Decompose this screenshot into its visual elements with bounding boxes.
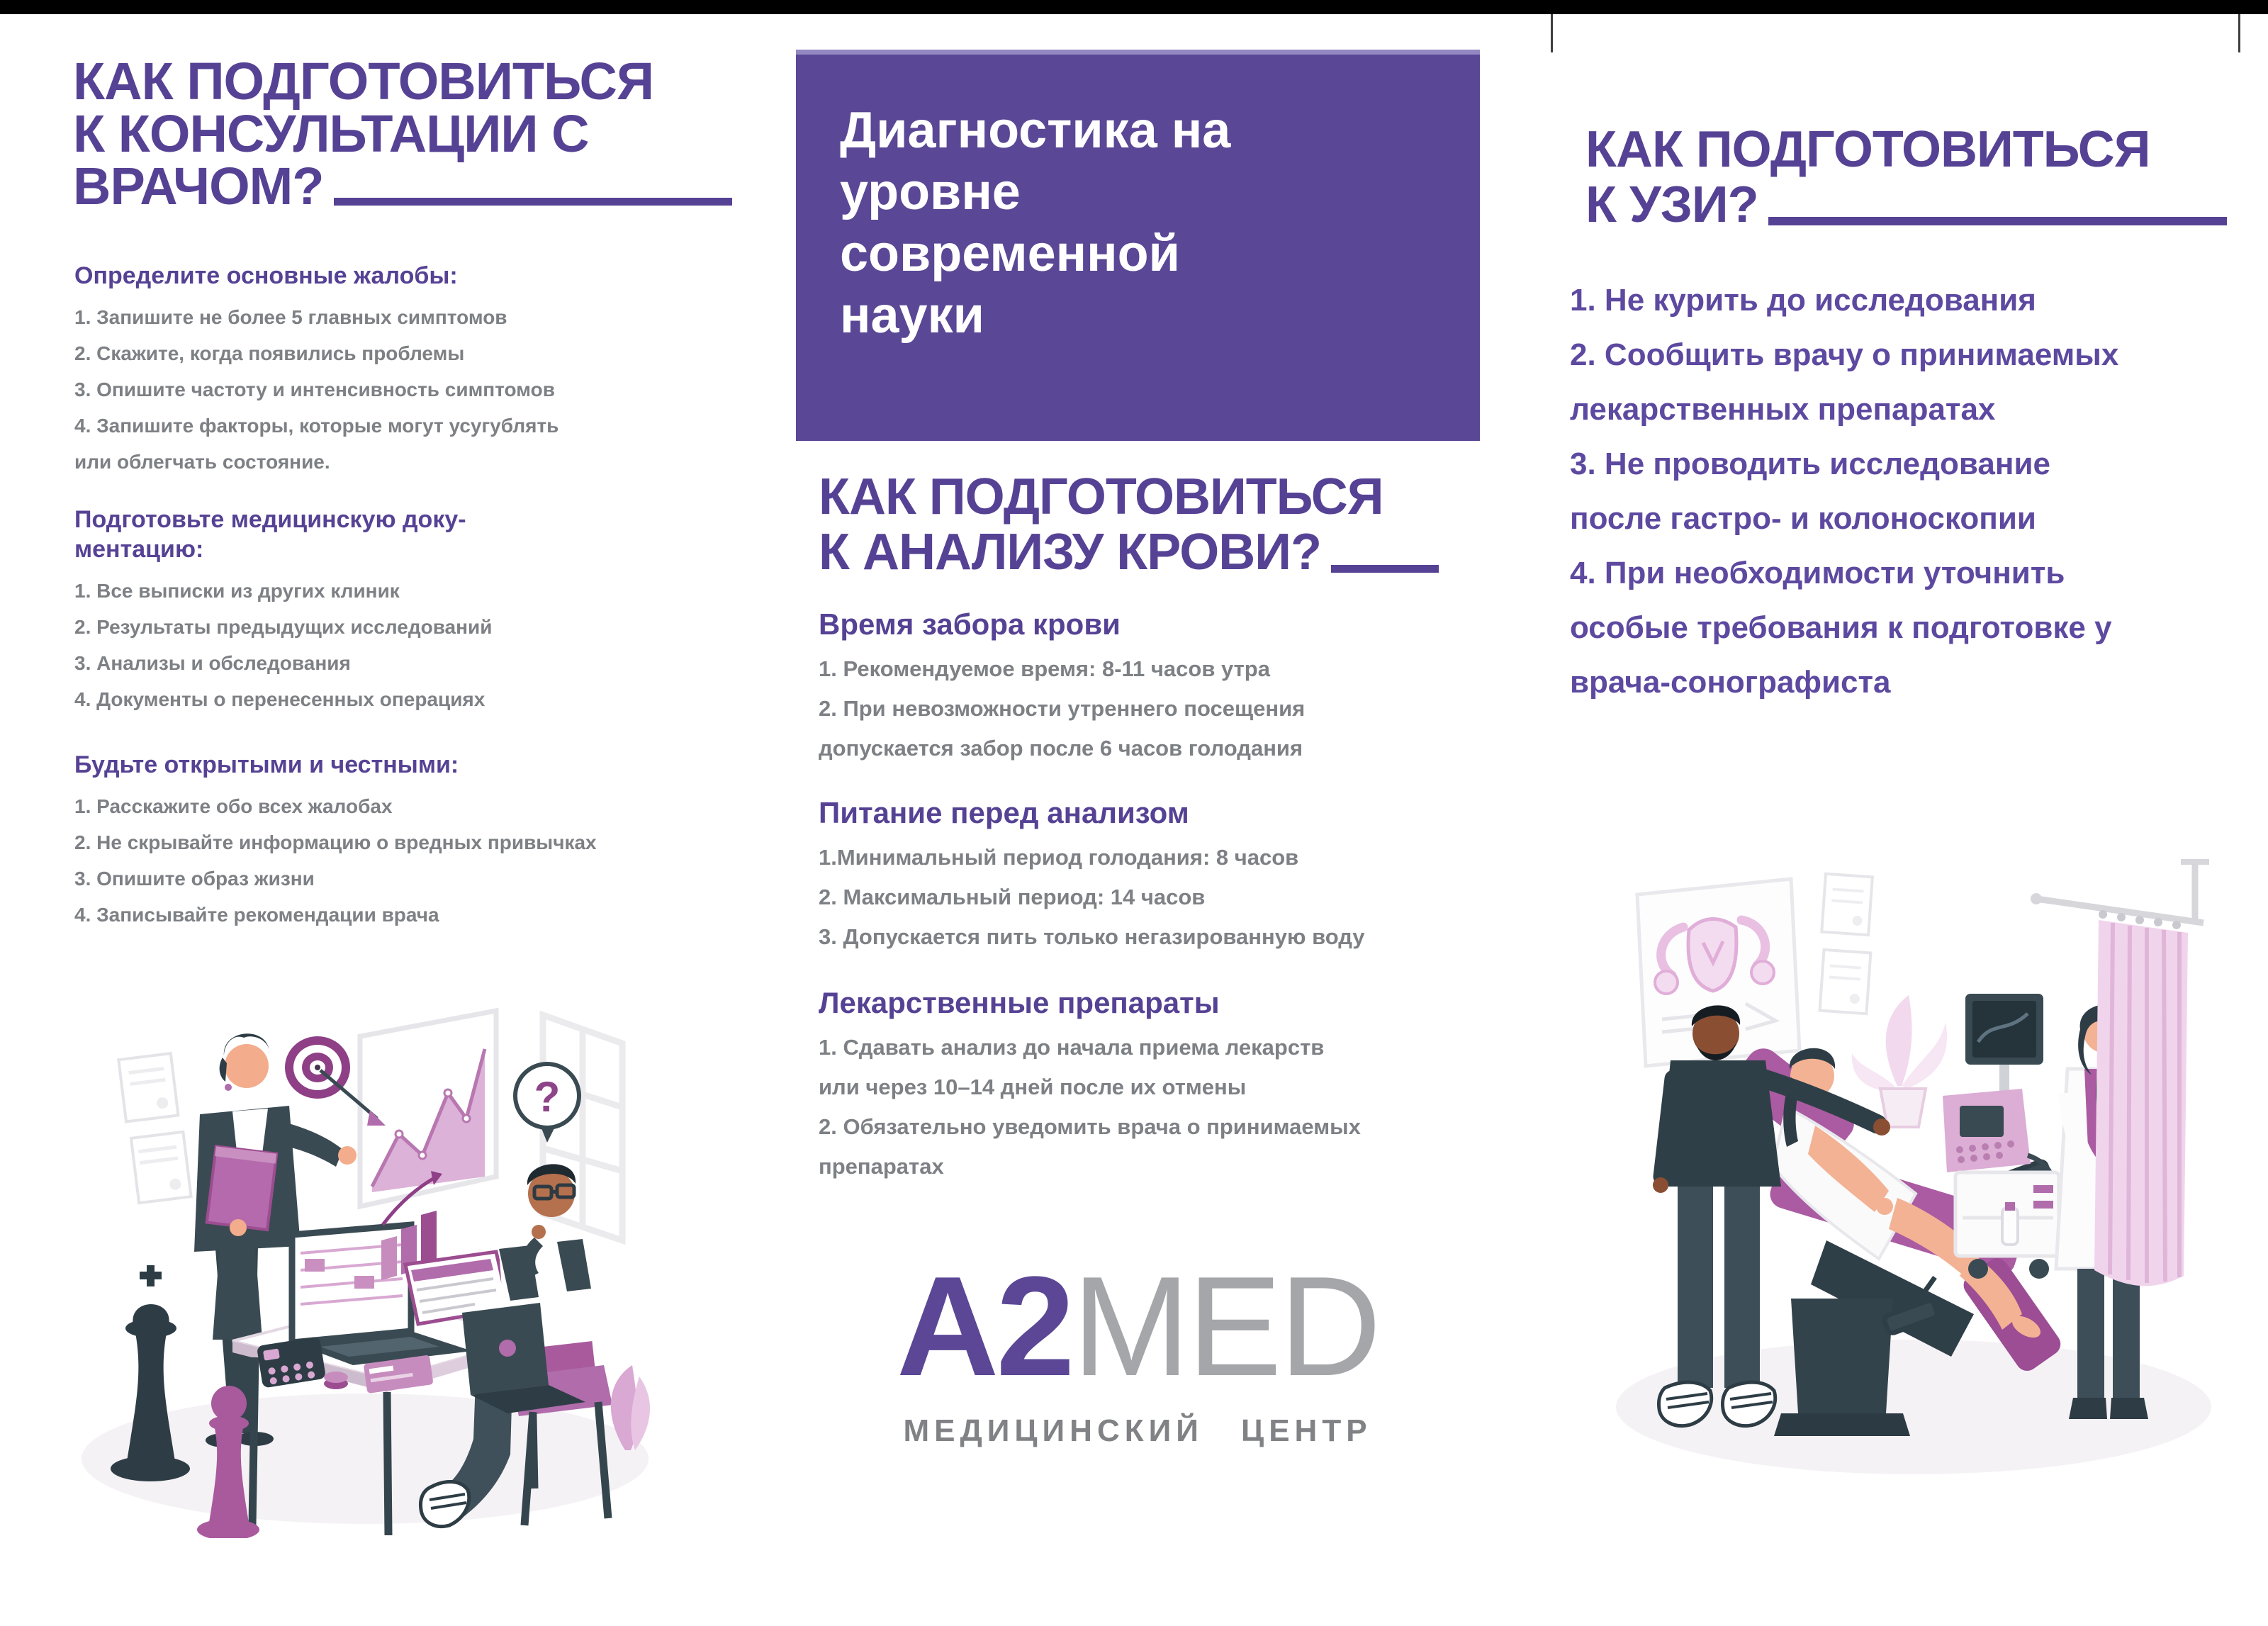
section-heading: Лекарственные препараты [819, 986, 1220, 1019]
list-item: 4. Записывайте рекомендации врача [74, 904, 439, 926]
list-item: или через 10–14 дней после их отмены [819, 1075, 1247, 1099]
left-title-underline [334, 198, 733, 206]
middle-panel-title [819, 469, 1481, 580]
list-item: 3. Опишите образ жизни [74, 868, 315, 890]
coins-icon [324, 1372, 348, 1389]
uzi-preparation-list [1570, 273, 2250, 710]
ultrasound-machine-icon [1943, 994, 2060, 1279]
list-item: 2. Не скрывайте информацию о вредных привычках [74, 831, 597, 853]
section-heading: Определите основные жалобы: [74, 262, 458, 289]
logo-med-text: MED [1072, 1247, 1379, 1406]
list-item: 2. Обязательно уведомить врача о принимаемых [819, 1114, 1361, 1139]
list-item: 2. Скажите, когда появились проблемы [74, 342, 465, 364]
hero-purple-box [796, 50, 1480, 441]
right-title-line1: КАК ПОДГОТОВИТЬСЯ [1585, 121, 2150, 178]
list-item: 1. Не курить до исследования [1570, 283, 2036, 318]
certificates-icon [1817, 874, 1876, 1014]
section-heading: Будьте открытыми и честными: [74, 751, 459, 778]
list-item: после гастро- и колоноскопии [1570, 501, 2036, 536]
consultation-illustration-svg [43, 943, 680, 1538]
list-item: препаратах [819, 1154, 944, 1179]
logo-a2-text: A2 [896, 1247, 1072, 1406]
consultation-illustration [43, 943, 680, 1538]
logo-subtitle: МЕДИЦИНСКИЙ ЦЕНТР [903, 1413, 1372, 1448]
mid-section-blood-time [819, 607, 1499, 768]
list-item: допускается забор после 6 часов голодания [819, 736, 1303, 761]
clinic-logo [879, 1247, 1396, 1449]
list-item: 3. Не проводить исследование [1570, 447, 2050, 481]
list-item: 3. Допускается пить только негазированную воду [819, 924, 1365, 949]
hero-line: уровне [840, 164, 1021, 220]
certificates-icon [118, 1053, 191, 1204]
fold-crop-mark-left [1551, 14, 1553, 52]
right-panel-title [1585, 122, 2227, 232]
list-item: 2. Результаты предыдущих исследований [74, 616, 493, 638]
mid-title-underline [1331, 565, 1439, 573]
list-item: врача-сонографиста [1570, 665, 1891, 700]
mid-title-line1: КАК ПОДГОТОВИТЬСЯ [819, 469, 1383, 525]
list-item: 2. Максимальный период: 14 часов [819, 885, 1206, 909]
section-heading: Питание перед анализом [819, 796, 1189, 829]
left-title-line2: К КОНСУЛЬТАЦИИ С [73, 104, 589, 163]
growth-chart-icon [360, 1011, 496, 1206]
list-item: 4. Документы о перенесенных операциях [74, 688, 485, 710]
list-item: 1. Расскажите обо всех жалобах [74, 795, 393, 817]
hero-line: современной [840, 225, 1180, 282]
list-item: особые требования к подготовке у [1570, 610, 2112, 645]
list-item: 2. Сообщить врачу о принимаемых [1570, 337, 2119, 372]
left-section-complaints [74, 261, 734, 480]
list-item: 4. При необходимости уточнить [1570, 556, 2065, 590]
left-title-line1: КАК ПОДГОТОВИТЬСЯ [73, 52, 654, 111]
left-section-honesty [74, 750, 734, 933]
list-item: 1.Минимальный период голодания: 8 часов [819, 845, 1299, 870]
list-item: лекарственных препаратах [1570, 392, 1996, 427]
mid-title-line2: К АНАЛИЗУ КРОВИ? [819, 524, 1321, 581]
list-item: 2. При невозможности утреннего посещения [819, 696, 1306, 721]
right-title-line2: К УЗИ? [1585, 176, 1758, 233]
ultrasound-exam-illustration [1577, 843, 2250, 1481]
section-heading: Время забора крови [819, 607, 1121, 641]
list-item: 3. Опишите частоту и интенсивность симптомов [74, 379, 555, 400]
list-item: 4. Запишите факторы, которые могут усугублять [74, 415, 559, 437]
list-item: 1. Рекомендуемое время: 8-11 часов утра [819, 656, 1270, 681]
ultrasound-exam-illustration-svg [1577, 843, 2250, 1481]
hero-line: науки [840, 287, 984, 344]
fold-crop-mark-right [2238, 14, 2240, 52]
left-section-documents [74, 505, 734, 717]
left-title-line3: ВРАЧОМ? [73, 157, 324, 215]
hero-line: Диагностика на [840, 102, 1231, 159]
list-item: 1. Сдавать анализ до начала приема лекарств [819, 1035, 1325, 1060]
section-heading-line2: ментацию: [74, 536, 204, 563]
right-title-underline [1768, 217, 2227, 225]
mid-section-medications [819, 985, 1499, 1187]
top-border-bar [0, 0, 2268, 14]
section-heading: Подготовьте медицинскую доку- [74, 506, 466, 533]
list-item: 1. Запишите не более 5 главных симптомов [74, 306, 507, 328]
list-item: 1. Все выписки из других клиник [74, 580, 400, 602]
left-panel-title [73, 52, 732, 215]
mid-section-nutrition [819, 795, 1499, 957]
list-item: 3. Анализы и обследования [74, 652, 351, 674]
svg-text:?: ? [534, 1073, 561, 1121]
list-item: или облегчать состояние. [74, 451, 330, 473]
